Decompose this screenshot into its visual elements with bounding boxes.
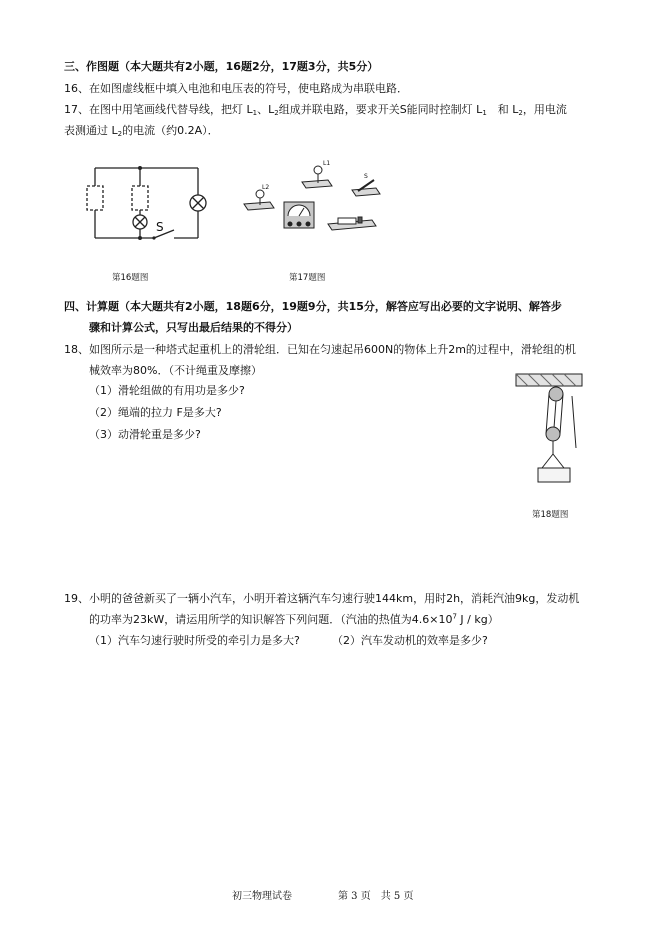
footer-page-number: 第 3 页 共 5 页 [338, 891, 414, 902]
section4-heading-line2: 骤和计算公式，只写出最后结果的不得分） [89, 321, 298, 334]
question-19-sub2: （2）汽车发动机的效率是多少? [332, 634, 488, 647]
lamp-l1-icon [314, 166, 322, 174]
battery-icon [338, 218, 356, 224]
question-17-line1: 17、在图中用笔画线代替导线，把灯 $L_1$、$L_2$组成并联电路，要求开关S能同时控制灯 $L_1$ 和 $L_2$，用电流 [64, 103, 567, 117]
switch-s-base [352, 188, 380, 196]
fig17-label-l2: L2 [262, 184, 270, 191]
question-18-sub3: （3）动滑轮重是多少? [89, 428, 201, 441]
question-18-line1: 18、如图所示是一种塔式起重机上的滑轮组．已知在匀速起吊600N的物体上升2m的过程中，滑轮组的机 [64, 343, 576, 356]
fig17-label-l1: L1 [323, 160, 331, 167]
question-19-line2: 的功率为23kW，请运用所学的知识解答下列问题．（汽油的热值为$4.6\times 10^7$ J / kg） [89, 612, 499, 626]
fig17-label-s: S [364, 173, 368, 180]
lamp-l1-base [302, 180, 332, 188]
dashed-box-middle [132, 186, 148, 210]
question-18-sub1: （1）滑轮组做的有用功是多少? [89, 384, 245, 397]
question-17-line2: 表测通过 $L_2$的电流（约0.2A）． [64, 124, 219, 138]
figure-18-pulley [510, 368, 590, 488]
dashed-box-left [87, 186, 103, 210]
figure-17-components [240, 158, 390, 238]
footer-subject: 初三物理试卷 [232, 891, 292, 902]
question-18-line2: 械效率为80%．（不计绳重及摩擦） [89, 364, 262, 377]
question-19-sub1: （1）汽车匀速行驶时所受的牵引力是多大? [89, 634, 300, 647]
section4-heading-line1: 四、计算题（本大题共有2小题，18题6分，19题9分，共15分，解答应写出必要的文字说明、解答步 [64, 300, 562, 313]
question-16: 16、在如图虚线框中填入电池和电压表的符号，使电路成为串联电路． [64, 82, 408, 95]
fig16-caption: 第16题图 [112, 273, 149, 283]
figure-16-circuit [80, 160, 210, 250]
fig17-caption: 第17题图 [289, 273, 326, 283]
fixed-pulley-icon [549, 387, 563, 401]
lamp-l2-base [244, 202, 274, 210]
fig16-switch-label: S [156, 220, 164, 234]
question-18-sub2: （2）绳端的拉力 F是多大? [89, 406, 222, 419]
fig18-caption: 第18题图 [532, 510, 569, 520]
load-block [538, 468, 570, 482]
movable-pulley-icon [546, 427, 560, 441]
rope-end [572, 396, 576, 448]
lamp-l2-icon [256, 190, 264, 198]
question-19-line1: 19、小明的爸爸新买了一辆小汽车，小明开着这辆汽车匀速行驶144km，用时2h，消耗汽油9kg，发动机 [64, 592, 580, 605]
section3-heading: 三、作图题（本大题共有2小题，16题2分，17题3分，共5分） [64, 60, 379, 73]
